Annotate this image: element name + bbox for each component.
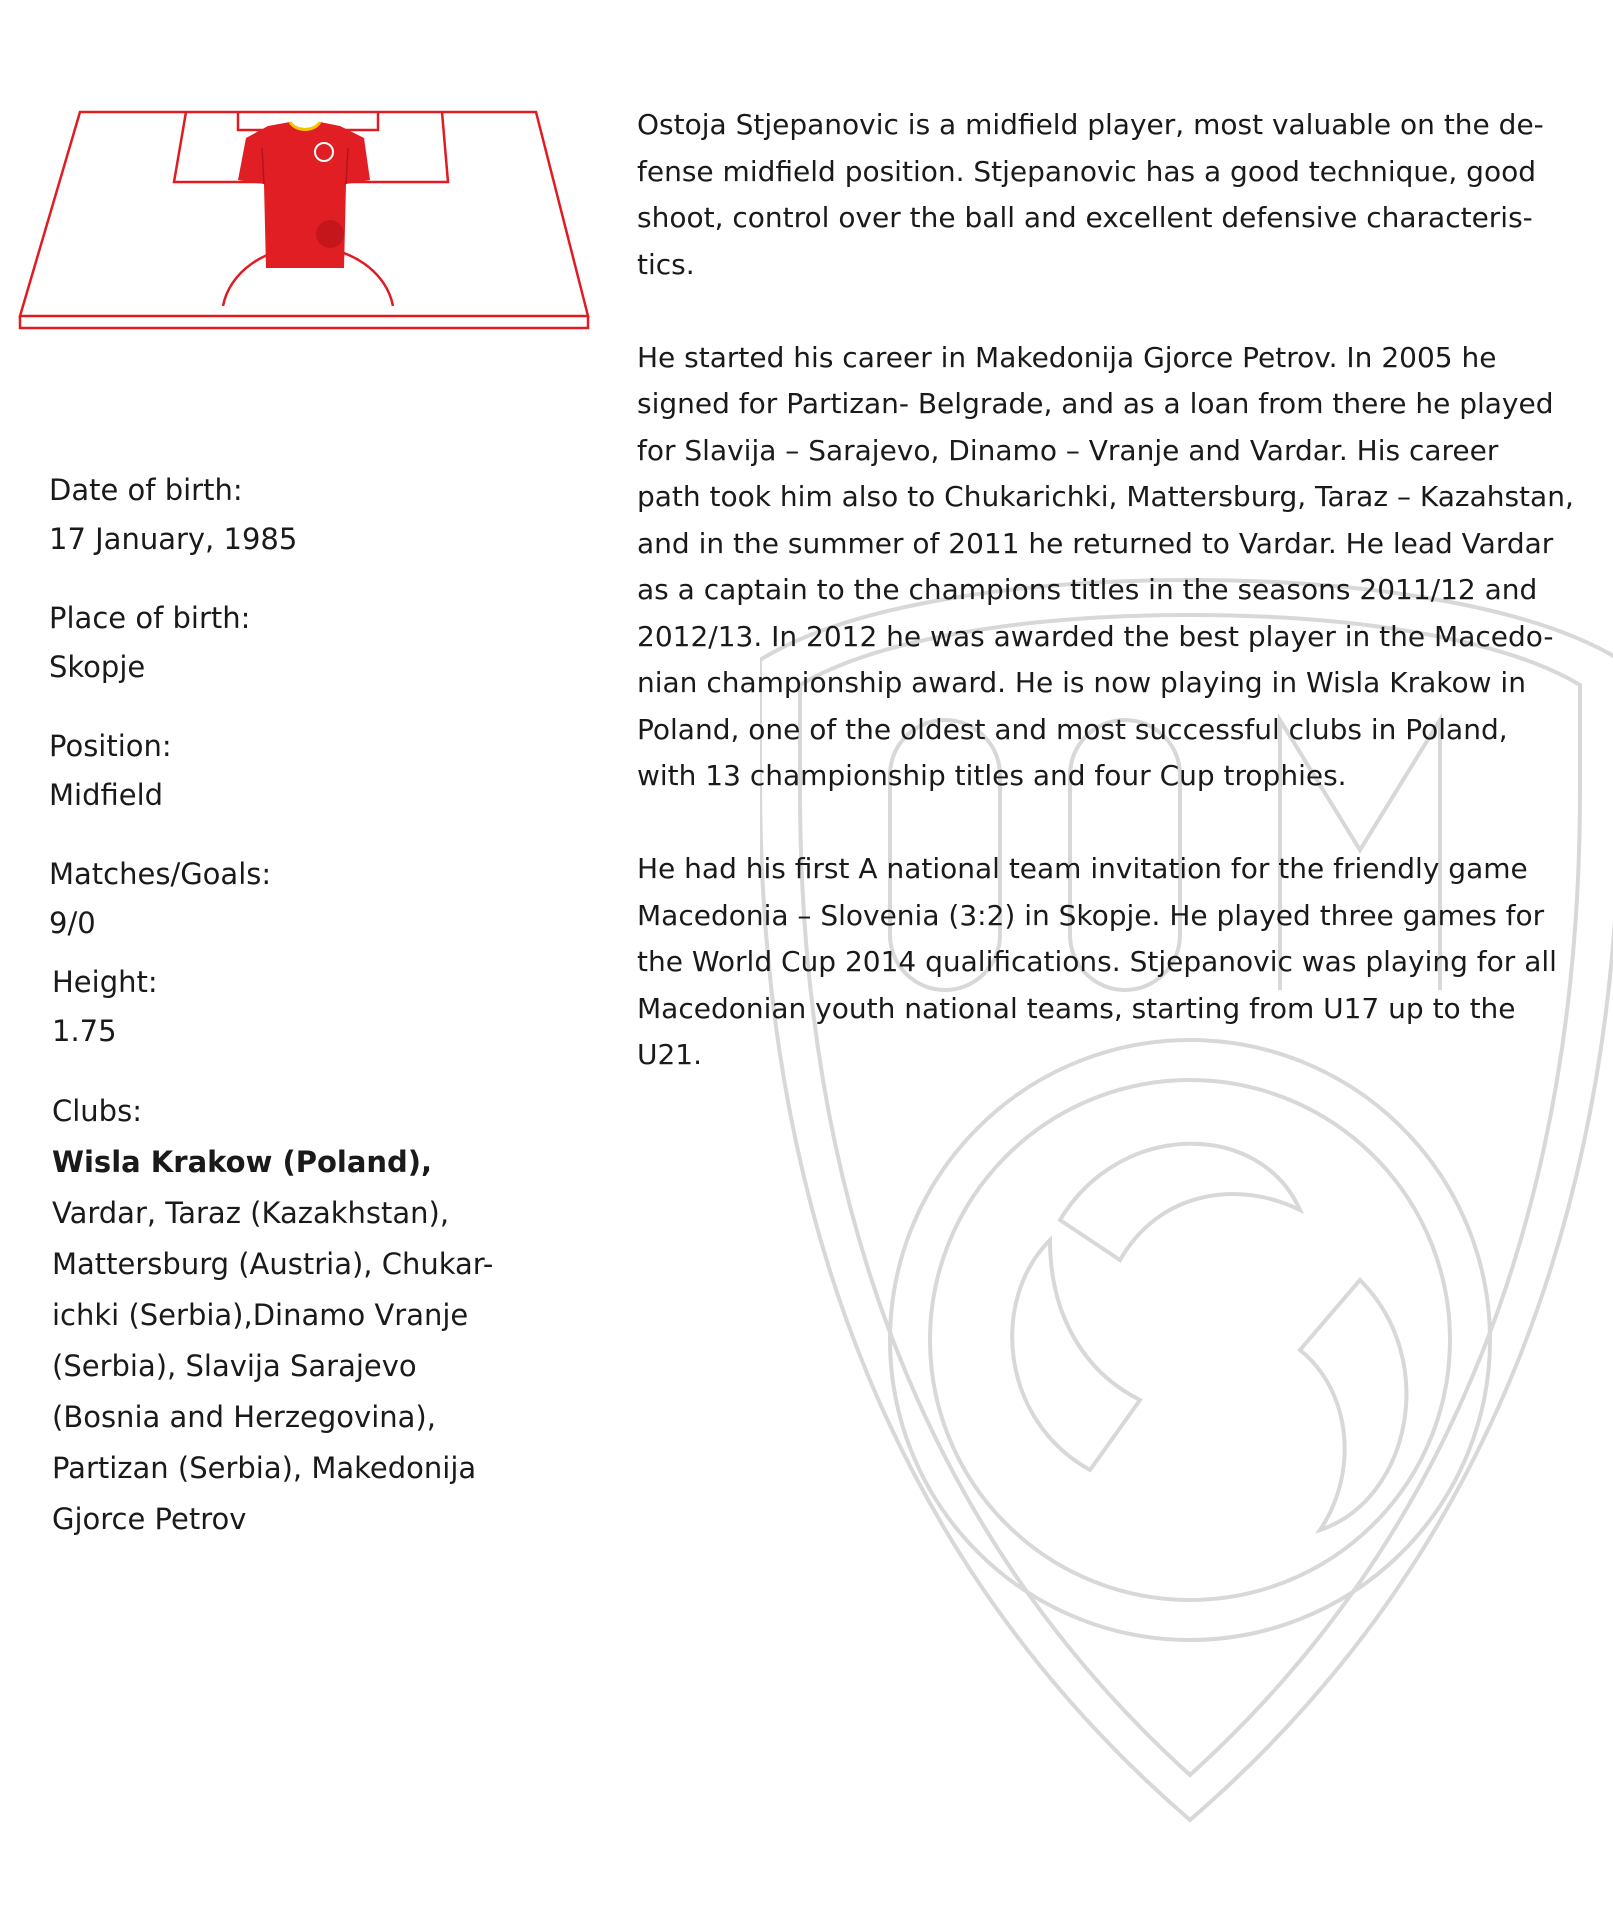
clubs-label: Clubs: — [52, 1094, 142, 1128]
bio-line: He started his career in Makedonija Gjorce Petrov. In 2005 he — [637, 340, 1497, 374]
position-value: Midfield — [49, 778, 164, 812]
bio-line: for Slavija – Sarajevo, Dinamo – Vranje and Vardar. His career — [637, 433, 1499, 467]
clubs-line: (Serbia), Slavija Sarajevo — [52, 1349, 417, 1383]
bio-line: Macedonia – Slovenia (3:2) in Skopje. He played three games for — [637, 898, 1545, 932]
position-label: Position: — [49, 729, 172, 763]
pitch-diagram — [18, 108, 593, 338]
pitch-edge — [20, 316, 588, 328]
stat-matches-goals — [49, 850, 549, 948]
clubs-line: (Bosnia and Herzegovina), — [52, 1400, 436, 1434]
clubs-line: Gjorce Petrov — [52, 1502, 247, 1536]
bio-line: with 13 championship titles and four Cup trophies. — [637, 759, 1347, 792]
jersey-icon — [238, 122, 370, 268]
bio-line: path took him also to Chukarichki, Mattersburg, Taraz – Kazahstan, — [637, 480, 1574, 513]
bio-paragraph-2 — [637, 335, 1577, 800]
bio-line: as a captain to the champions titles in the seasons 2011/12 and — [637, 573, 1538, 606]
stat-clubs — [49, 1086, 549, 1545]
goal-box — [238, 112, 378, 130]
stat-position — [49, 722, 549, 820]
pob-value: Skopje — [49, 650, 146, 684]
stat-date-of-birth — [49, 466, 549, 564]
clubs-line: Vardar, Taraz (Kazakhstan), — [52, 1196, 450, 1230]
bio-line: Macedonian youth national teams, starting from U17 up to the — [637, 991, 1516, 1025]
bio-line: tics. — [637, 247, 695, 281]
stat-place-of-birth — [49, 594, 549, 692]
dob-label: Date of birth: — [49, 473, 243, 507]
bio-line: the World Cup 2014 qualifications. Stjepanovic was playing for all — [637, 945, 1557, 978]
clubs-line: Mattersburg (Austria), Chukar- — [52, 1247, 494, 1281]
height-value: 1.75 — [52, 1014, 117, 1048]
bio-line: U21. — [637, 1038, 703, 1071]
player-biography — [637, 102, 1577, 1125]
bio-paragraph-3 — [637, 846, 1577, 1079]
height-label: Height: — [52, 965, 158, 999]
bio-line: and in the summer of 2011 he returned to Vardar. He lead Vardar — [637, 526, 1554, 560]
bio-line: shoot, control over the ball and excellent defensive characteris- — [637, 201, 1533, 234]
stat-height — [49, 958, 549, 1056]
bio-line: He had his first A national team invitation for the friendly game — [637, 852, 1528, 885]
player-stats — [49, 466, 549, 1545]
clubs-current: Wisla Krakow (Poland), — [52, 1145, 433, 1179]
bio-line: Poland, one of the oldest and most successful clubs in Poland, — [637, 712, 1508, 746]
bio-line: signed for Partizan- Belgrade, and as a loan from there he played — [637, 387, 1554, 420]
bio-paragraph-1 — [637, 102, 1577, 288]
bio-line: Ostoja Stjepanovic is a midfield player, most valuable on the de- — [637, 108, 1544, 141]
bio-line: fense midfield position. Stjepanovic has a good technique, good — [637, 154, 1536, 188]
matches-label: Matches/Goals: — [49, 857, 272, 891]
matches-value: 9/0 — [49, 906, 96, 940]
clubs-line: Partizan (Serbia), Makedonija — [52, 1451, 477, 1485]
dob-value: 17 January, 1985 — [49, 522, 298, 556]
bio-line: 2012/13. In 2012 he was awarded the best player in the Macedo- — [637, 619, 1554, 653]
clubs-line: ichki (Serbia),Dinamo Vranje — [52, 1298, 469, 1332]
bio-line: nian championship award. He is now playing in Wisla Krakow in — [637, 666, 1526, 699]
pob-label: Place of birth: — [49, 601, 251, 635]
